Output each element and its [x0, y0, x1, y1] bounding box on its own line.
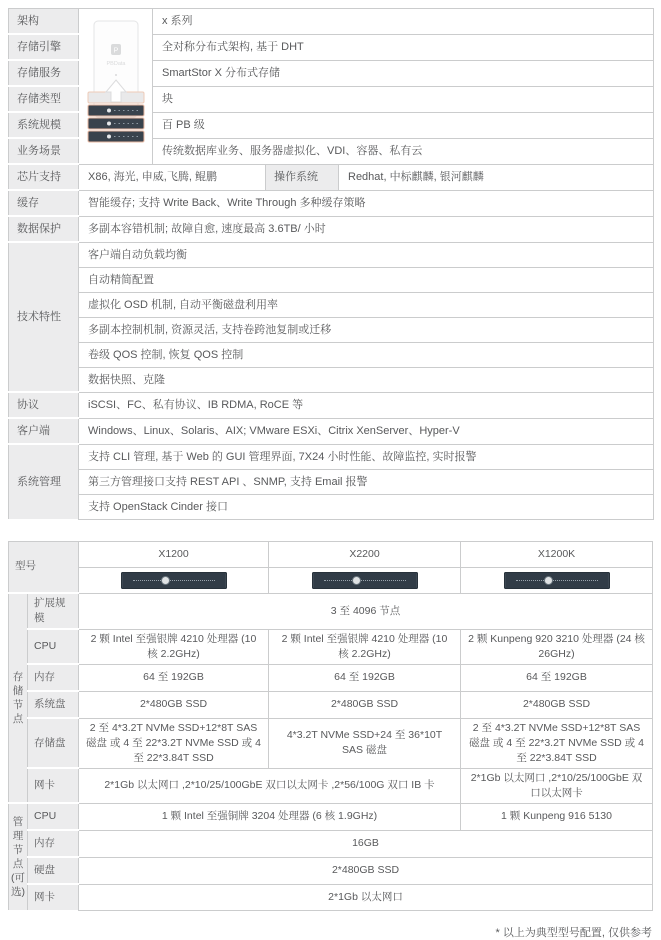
storage-tower-illustration [79, 18, 153, 150]
device-brand-label: PBData [106, 61, 126, 68]
spec-row-value: Windows、Linux、Solaris、AIX; VMware ESXi、Citrix XenServer、Hyper-V [79, 418, 654, 444]
rack-image [504, 572, 610, 589]
sysdisk-value: 2*480GB SSD [461, 691, 653, 718]
spec-table [8, 8, 654, 520]
model-row-label: 存储盘 [28, 718, 79, 768]
rack-image [312, 572, 418, 589]
spec-row-value: 全对称分布式架构, 基于 DHT [153, 34, 654, 60]
memory-value: 64 至 192GB [269, 664, 461, 691]
sysmgmt-label: 系统管理 [9, 444, 79, 519]
spec-row-label: 数据保护 [9, 216, 79, 242]
model-row-label: CPU [28, 629, 79, 664]
tech-feature-item: 卷级 QOS 控制, 恢复 QOS 控制 [79, 342, 654, 367]
spec-row-value: 智能缓存; 支持 Write Back、Write Through 多种缓存策略 [79, 190, 654, 216]
cpu-value: 2 颗 Kunpeng 920 3210 处理器 (24 核 26GHz) [461, 629, 653, 664]
model-row-label: CPU [28, 803, 79, 830]
memory-value: 64 至 192GB [461, 664, 653, 691]
spec-row-label: 业务场景 [9, 138, 79, 164]
os-value: Redhat, 中标麒麟, 银河麒麟 [339, 164, 654, 190]
sysdisk-value: 2*480GB SSD [79, 691, 269, 718]
tech-feature-item: 多副本控制机制, 资源灵活, 支持卷跨池复制或迁移 [79, 317, 654, 342]
os-label: 操作系统 [266, 164, 339, 190]
scale-value: 3 至 4096 节点 [79, 593, 653, 629]
memory-value: 64 至 192GB [79, 664, 269, 691]
model-row-label: 网卡 [28, 884, 79, 910]
nic-value: 2*1Gb 以太网口 ,2*10/25/100GbE 双口以太网卡 [461, 768, 653, 803]
tech-feature-item: 数据快照、克隆 [79, 367, 654, 392]
model-row-label: 硬盘 [28, 857, 79, 884]
sysdisk-value: 2*480GB SSD [269, 691, 461, 718]
model-row-label: 内存 [28, 830, 79, 857]
mgmt-cpu-value: 1 颗 Kunpeng 916 5130 [461, 803, 653, 830]
device-image [79, 9, 153, 165]
device-logo-icon: P [113, 47, 119, 55]
model-image-cell [461, 567, 653, 593]
tech-feature-item: 虚拟化 OSD 机制, 自动平衡磁盘利用率 [79, 292, 654, 317]
spec-row-value: 百 PB 级 [153, 112, 654, 138]
sysmgmt-item: 第三方管理接口支持 REST API 、SNMP, 支持 Email 报警 [79, 469, 654, 494]
cpu-value: 2 颗 Intel 至强银牌 4210 处理器 (10 核 2.2GHz) [269, 629, 461, 664]
tech-feature-item: 自动精简配置 [79, 267, 654, 292]
model-name: X1200 [79, 541, 269, 567]
spec-row-value: 传统数据库业务、服务器虚拟化、VDI、容器、私有云 [153, 138, 654, 164]
model-row-label: 内存 [28, 664, 79, 691]
spec-row-label: 存储服务 [9, 60, 79, 86]
spec-row-value: 多副本容错机制; 故障自愈, 速度最高 3.6TB/ 小时 [79, 216, 654, 242]
datadisk-value: 4*3.2T NVMe SSD+24 至 36*10T SAS 磁盘 [269, 718, 461, 768]
spec-row-label: 协议 [9, 392, 79, 418]
model-row-label: 系统盘 [28, 691, 79, 718]
chip-support-value: X86, 海光, 申威,飞腾, 鲲鹏 [79, 164, 266, 190]
model-image-cell [269, 567, 461, 593]
tech-features-label: 技术特性 [9, 242, 79, 392]
spec-row-label: 缓存 [9, 190, 79, 216]
footnote: * 以上为典型型号配置, 仅供参考 [495, 926, 652, 939]
mgmt-group-label: 管理节点(可选) [9, 803, 28, 910]
rack-image [121, 572, 227, 589]
model-header-label: 型号 [9, 541, 79, 593]
rack-unit-icons [88, 105, 144, 142]
spec-row-value: iSCSI、FC、私有协议、IB RDMA, RoCE 等 [79, 392, 654, 418]
spec-row-label: 架构 [9, 9, 79, 35]
nic-value: 2*1Gb 以太网口 ,2*10/25/100GbE 双口以太网卡 ,2*56/100G 双口 IB 卡 [79, 768, 461, 803]
spec-row-value: x 系列 [153, 9, 654, 35]
cpu-value: 2 颗 Intel 至强银牌 4210 处理器 (10 核 2.2GHz) [79, 629, 269, 664]
datadisk-value: 2 至 4*3.2T NVMe SSD+12*8T SAS 磁盘 或 4 至 22*3.2T NVMe SSD 或 4 至 22*3.84T SSD [461, 718, 653, 768]
spec-row-value: SmartStor X 分布式存储 [153, 60, 654, 86]
model-row-label: 网卡 [28, 768, 79, 803]
spec-row-label: 存储引擎 [9, 34, 79, 60]
storage-group-label: 存储节点 [9, 593, 28, 803]
spec-row-label: 存储类型 [9, 86, 79, 112]
datadisk-value: 2 至 4*3.2T NVMe SSD+12*8T SAS 磁盘 或 4 至 22*3.2T NVMe SSD 或 4 至 22*3.84T SSD [79, 718, 269, 768]
spec-row-label: 系统规模 [9, 112, 79, 138]
model-image-cell [79, 567, 269, 593]
model-table [8, 541, 653, 911]
spec-row-value: 块 [153, 86, 654, 112]
model-name: X1200K [461, 541, 653, 567]
spec-row-label: 芯片支持 [9, 164, 79, 190]
sysmgmt-item: 支持 OpenStack Cinder 接口 [79, 494, 654, 519]
mgmt-disk-value: 2*480GB SSD [79, 857, 653, 884]
model-name: X2200 [269, 541, 461, 567]
spec-row-label: 客户端 [9, 418, 79, 444]
mgmt-cpu-value: 1 颗 Intel 至强铜牌 3204 处理器 (6 核 1.9GHz) [79, 803, 461, 830]
sysmgmt-item: 支持 CLI 管理, 基于 Web 的 GUI 管理界面, 7X24 小时性能、故障监控, 实时报警 [79, 444, 654, 469]
mgmt-nic-value: 2*1Gb 以太网口 [79, 884, 653, 910]
mgmt-memory-value: 16GB [79, 830, 653, 857]
model-row-label: 扩展规模 [28, 593, 79, 629]
tech-feature-item: 客户端自动负载均衡 [79, 242, 654, 267]
